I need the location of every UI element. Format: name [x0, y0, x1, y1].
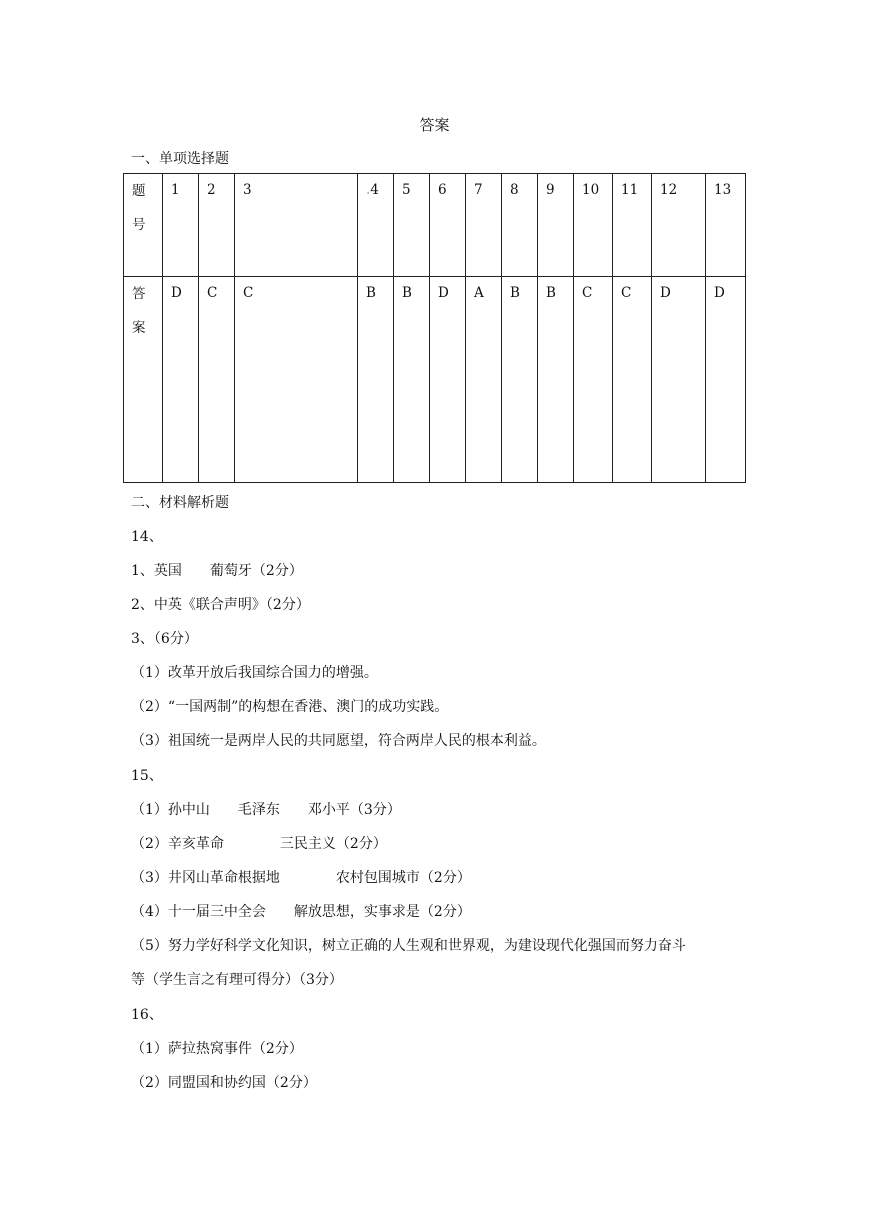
answer-line: 3、（6分） — [131, 631, 198, 647]
answer-line: （3）井冈山革命根据地 农村包围城市（2分） — [131, 870, 471, 886]
answer-line: 1、英国 葡萄牙（2分） — [131, 563, 303, 579]
number-cell: 9 — [538, 174, 574, 277]
answer-cell: C — [199, 277, 235, 483]
row-header-answer: 答 案 — [124, 277, 163, 483]
page-title: 答案 — [419, 116, 450, 134]
number-cell: 12 — [652, 174, 706, 277]
number-cell: .4 — [358, 174, 394, 277]
answer-cell: B — [358, 277, 394, 483]
answer-line: （1）萨拉热窝事件（2分） — [131, 1041, 303, 1057]
answer-line: 14、 — [131, 529, 163, 545]
answer-row — [124, 277, 746, 483]
answer-cell: D — [163, 277, 199, 483]
answer-cell: B — [538, 277, 574, 483]
answer-table — [123, 173, 746, 483]
number-cell: 13 — [706, 174, 746, 277]
number-cell: 3 — [235, 174, 358, 277]
answer-cell: B — [394, 277, 430, 483]
answer-line: （2）辛亥革命 三民主义（2分） — [131, 836, 387, 852]
answer-cell: C — [574, 277, 613, 483]
answer-line: 2、中英《联合声明》（2分） — [131, 597, 310, 613]
answer-cell: B — [502, 277, 538, 483]
answer-line: 16、 — [131, 1007, 163, 1023]
section-heading-material-analysis: 二、材料解析题 — [131, 495, 229, 511]
answer-line: 15、 — [131, 768, 163, 784]
answer-line: （2）“一国两制”的构想在香港、澳门的成功实践。 — [131, 699, 449, 715]
answer-cell: C — [235, 277, 358, 483]
number-cell: 8 — [502, 174, 538, 277]
number-cell: 5 — [394, 174, 430, 277]
number-cell: 11 — [613, 174, 652, 277]
answer-line: 等（学生言之有理可得分）（3分） — [131, 972, 343, 988]
number-cell: 1 — [163, 174, 199, 277]
answer-line: （1）孙中山 毛泽东 邓小平（3分） — [131, 802, 401, 818]
answer-line: （5）努力学好科学文化知识，树立正确的人生观和世界观，为建设现代化强国而努力奋斗 — [131, 938, 686, 954]
answer-line: （2）同盟国和协约国（2分） — [131, 1075, 317, 1091]
number-cell: 2 — [199, 174, 235, 277]
answer-cell: D — [706, 277, 746, 483]
number-cell: 6 — [430, 174, 466, 277]
answer-cell: A — [466, 277, 502, 483]
number-cell: 7 — [466, 174, 502, 277]
answer-cell: C — [613, 277, 652, 483]
answer-line: （4）十一届三中全会 解放思想，实事求是（2分） — [131, 904, 471, 920]
answer-line: （1）改革开放后我国综合国力的增强。 — [131, 665, 378, 681]
answer-cell: D — [430, 277, 466, 483]
section-heading-multiple-choice: 一、单项选择题 — [131, 151, 229, 167]
answer-cell: D — [652, 277, 706, 483]
number-cell: 10 — [574, 174, 613, 277]
question-number-row — [124, 174, 746, 277]
answer-line: （3）祖国统一是两岸人民的共同愿望，符合两岸人民的根本利益。 — [131, 733, 546, 749]
row-header-number: 题 号 — [124, 174, 163, 277]
